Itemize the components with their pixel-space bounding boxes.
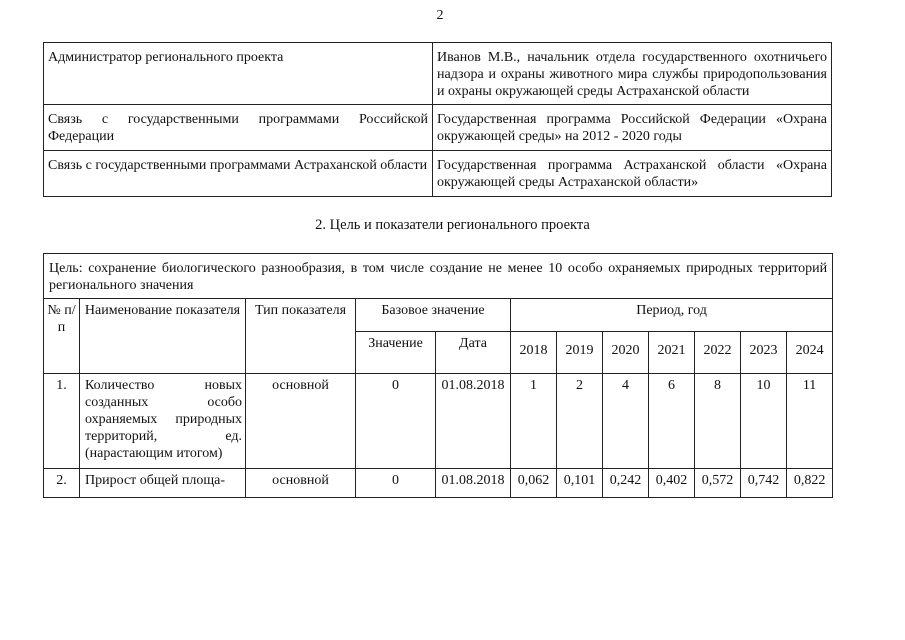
table-row bbox=[44, 105, 832, 151]
indicator-name: Прирост общей площа- bbox=[80, 469, 246, 498]
year-value: 0,742 bbox=[741, 469, 787, 498]
indicator-type: основной bbox=[246, 374, 356, 469]
table-row bbox=[44, 43, 832, 105]
year-value: 6 bbox=[649, 374, 695, 469]
row-num: 1. bbox=[44, 374, 80, 469]
year-value: 0,402 bbox=[649, 469, 695, 498]
header-period: Период, год bbox=[511, 299, 833, 332]
year-value: 1 bbox=[511, 374, 557, 469]
header-year: 2018 bbox=[511, 332, 557, 374]
year-value: 11 bbox=[787, 374, 833, 469]
header-num: № п/п bbox=[44, 299, 80, 374]
header-year: 2023 bbox=[741, 332, 787, 374]
header-base-value: Базовое значение bbox=[356, 299, 511, 332]
table-row bbox=[44, 374, 833, 469]
meta-value-administrator: Иванов М.В., начальник отдела государственного охотничьего надзора и охраны животного мира службы природопользования и охраны окружающей среды Астраханской области bbox=[433, 43, 832, 105]
header-indicator-name: Наименование показателя bbox=[80, 299, 246, 374]
base-value: 0 bbox=[356, 469, 436, 498]
base-date: 01.08.2018 bbox=[436, 469, 511, 498]
project-meta-table bbox=[43, 42, 832, 197]
header-year: 2022 bbox=[695, 332, 741, 374]
table-row bbox=[44, 299, 833, 332]
meta-label-federal-programs: Связь с государственными программами Российской Федерации bbox=[44, 105, 433, 151]
header-indicator-type: Тип показателя bbox=[246, 299, 356, 374]
year-value: 8 bbox=[695, 374, 741, 469]
header-base-value-date: Дата bbox=[436, 332, 511, 374]
goal-text: Цель: сохранение биологического разнообразия, в том числе создание не менее 10 особо охраняемых природных территорий регионального значения bbox=[44, 254, 833, 299]
section-title: 2. Цель и показатели регионального проекта bbox=[315, 217, 590, 233]
table-row bbox=[44, 469, 833, 498]
goals-indicators-table bbox=[43, 253, 833, 498]
header-year: 2019 bbox=[557, 332, 603, 374]
meta-label-regional-programs: Связь с государственными программами Астраханской области bbox=[44, 151, 433, 197]
header-base-value-value: Значение bbox=[356, 332, 436, 374]
header-year: 2020 bbox=[603, 332, 649, 374]
year-value: 10 bbox=[741, 374, 787, 469]
year-value: 0,242 bbox=[603, 469, 649, 498]
year-value: 0,101 bbox=[557, 469, 603, 498]
year-value: 0,572 bbox=[695, 469, 741, 498]
year-value: 4 bbox=[603, 374, 649, 469]
meta-label-administrator: Администратор регионального проекта bbox=[44, 43, 433, 105]
table-row bbox=[44, 254, 833, 299]
indicator-type: основной bbox=[246, 469, 356, 498]
meta-value-regional-programs: Государственная программа Астраханской области «Охрана окружающей среды Астраханской области» bbox=[433, 151, 832, 197]
indicator-name: Количество новых созданных особо охраняемых природных территорий, ед. (нарастающим итогом) bbox=[80, 374, 246, 469]
year-value: 2 bbox=[557, 374, 603, 469]
year-value: 0,062 bbox=[511, 469, 557, 498]
header-year: 2021 bbox=[649, 332, 695, 374]
table-row bbox=[44, 151, 832, 197]
header-year: 2024 bbox=[787, 332, 833, 374]
row-num: 2. bbox=[44, 469, 80, 498]
base-value: 0 bbox=[356, 374, 436, 469]
base-date: 01.08.2018 bbox=[436, 374, 511, 469]
year-value: 0,822 bbox=[787, 469, 833, 498]
meta-value-federal-programs: Государственная программа Российской Федерации «Охрана окружающей среды» на 2012 - 2020 годы bbox=[433, 105, 832, 151]
page-number: 2 bbox=[436, 8, 444, 23]
